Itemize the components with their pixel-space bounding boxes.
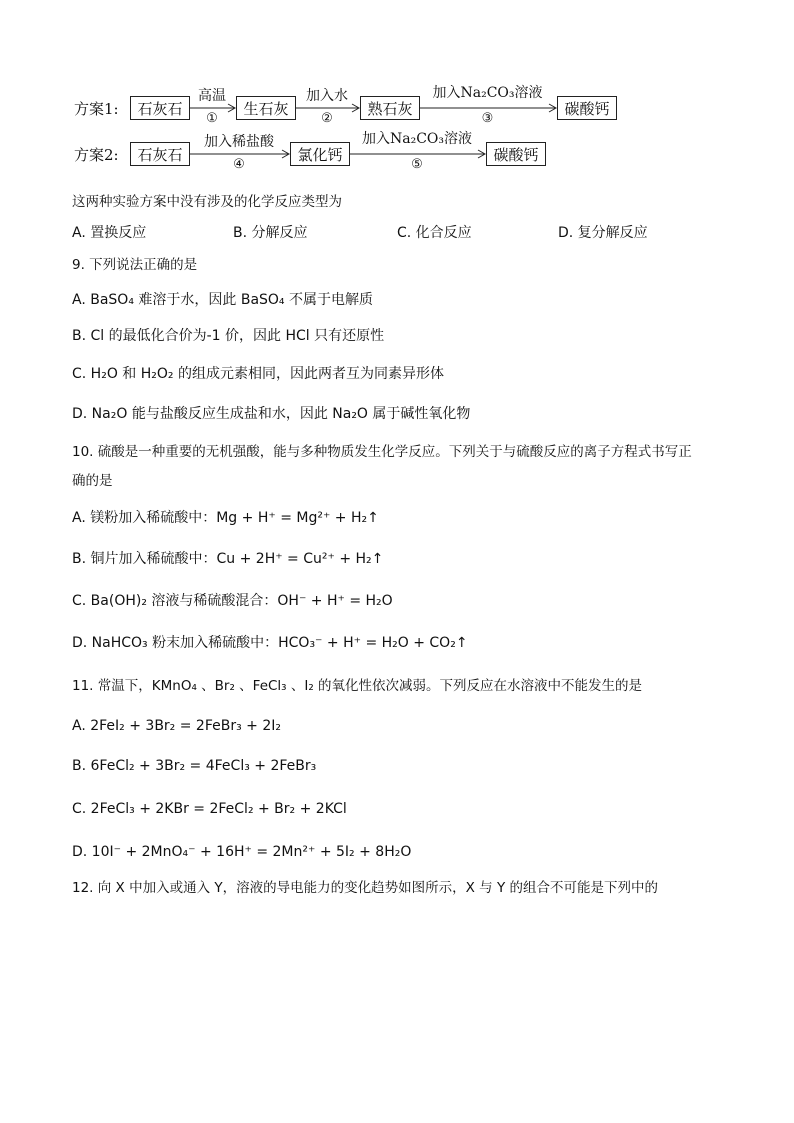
q8-option-b: B. 分解反应: [233, 225, 308, 241]
scheme1-box-quicklime: 生石灰: [236, 96, 296, 120]
scheme2-box-calcium-carbonate: 碳酸钙: [486, 142, 546, 166]
scheme2-box-limestone: 石灰石: [130, 142, 190, 166]
scheme2-label: 方案2:: [74, 146, 119, 164]
scheme2-cond-2: 加入Na₂CO₃溶液: [361, 131, 472, 147]
q10-option-d: D. NaHCO₃ 粉末加入稀硫酸中：HCO₃⁻ + H⁺ = H₂O + CO₂↑: [72, 635, 468, 651]
q11-stem: 11. 常温下，KMnO₄ 、Br₂ 、FeCl₃ 、I₂ 的氧化性依次减弱。下列反应在水溶液中不能发生的是: [72, 678, 643, 694]
q11-option-c: C. 2FeCl₃ + 2KBr = 2FeCl₂ + Br₂ + 2KCl: [72, 801, 347, 817]
scheme1-box-slakedlime: 熟石灰: [360, 96, 420, 120]
q9-option-b: B. Cl 的最低化合价为-1 价，因此 HCl 只有还原性: [72, 328, 385, 344]
q9-option-d: D. Na₂O 能与盐酸反应生成盐和水，因此 Na₂O 属于碱性氧化物: [72, 406, 471, 422]
scheme1-cond-3: 加入Na₂CO₃溶液: [432, 85, 543, 101]
q8-stem: 这两种实验方案中没有涉及的化学反应类型为: [72, 194, 342, 210]
q11-option-a: A. 2FeI₂ + 3Br₂ = 2FeBr₃ + 2I₂: [72, 718, 281, 734]
scheme1-box-limestone: 石灰石: [130, 96, 190, 120]
q10-option-a: A. 镁粉加入稀硫酸中：Mg + H⁺ = Mg²⁺ + H₂↑: [72, 510, 379, 526]
scheme1-label: 方案1:: [74, 100, 119, 118]
q10-option-b: B. 铜片加入稀硫酸中：Cu + 2H⁺ = Cu²⁺ + H₂↑: [72, 551, 384, 567]
scheme1-cond-2: 加入水: [306, 88, 348, 104]
scheme1-step-3: ③: [481, 111, 494, 126]
scheme1-cond-1: 高温: [198, 88, 226, 104]
q11-option-b: B. 6FeCl₂ + 3Br₂ = 4FeCl₃ + 2FeBr₃: [72, 758, 317, 774]
scheme2-step-1: ④: [233, 157, 245, 172]
q9-stem: 9. 下列说法正确的是: [72, 257, 198, 273]
q9-option-a: A. BaSO₄ 难溶于水，因此 BaSO₄ 不属于电解质: [72, 292, 373, 308]
q10-option-c: C. Ba(OH)₂ 溶液与稀硫酸混合：OH⁻ + H⁺ = H₂O: [72, 593, 393, 609]
scheme1-box-calcium-carbonate: 碳酸钙: [557, 96, 617, 120]
q8-option-a: A. 置换反应: [72, 225, 147, 241]
scheme1-step-1: ①: [206, 111, 218, 126]
q9-option-c: C. H₂O 和 H₂O₂ 的组成元素相同，因此两者互为同素异形体: [72, 366, 444, 382]
scheme2-step-2: ⑤: [411, 157, 423, 172]
q8-option-d: D. 复分解反应: [558, 225, 648, 241]
scheme2-cond-1: 加入稀盐酸: [204, 134, 274, 150]
q8-option-c: C. 化合反应: [397, 225, 472, 241]
q10-stem-line1: 10. 硫酸是一种重要的无机强酸，能与多种物质发生化学反应。下列关于与硫酸反应的离子方程式书写正: [72, 444, 692, 460]
q12-stem: 12. 向 X 中加入或通入 Y，溶液的导电能力的变化趋势如图所示，X 与 Y 的组合不可能是下列中的: [72, 880, 658, 896]
q11-option-d: D. 10I⁻ + 2MnO₄⁻ + 16H⁺ = 2Mn²⁺ + 5I₂ + 8H₂O: [72, 844, 412, 860]
scheme1-step-2: ②: [321, 111, 333, 126]
scheme2-box-calcium-chloride: 氯化钙: [290, 142, 350, 166]
q10-stem-line2: 确的是: [72, 473, 113, 489]
